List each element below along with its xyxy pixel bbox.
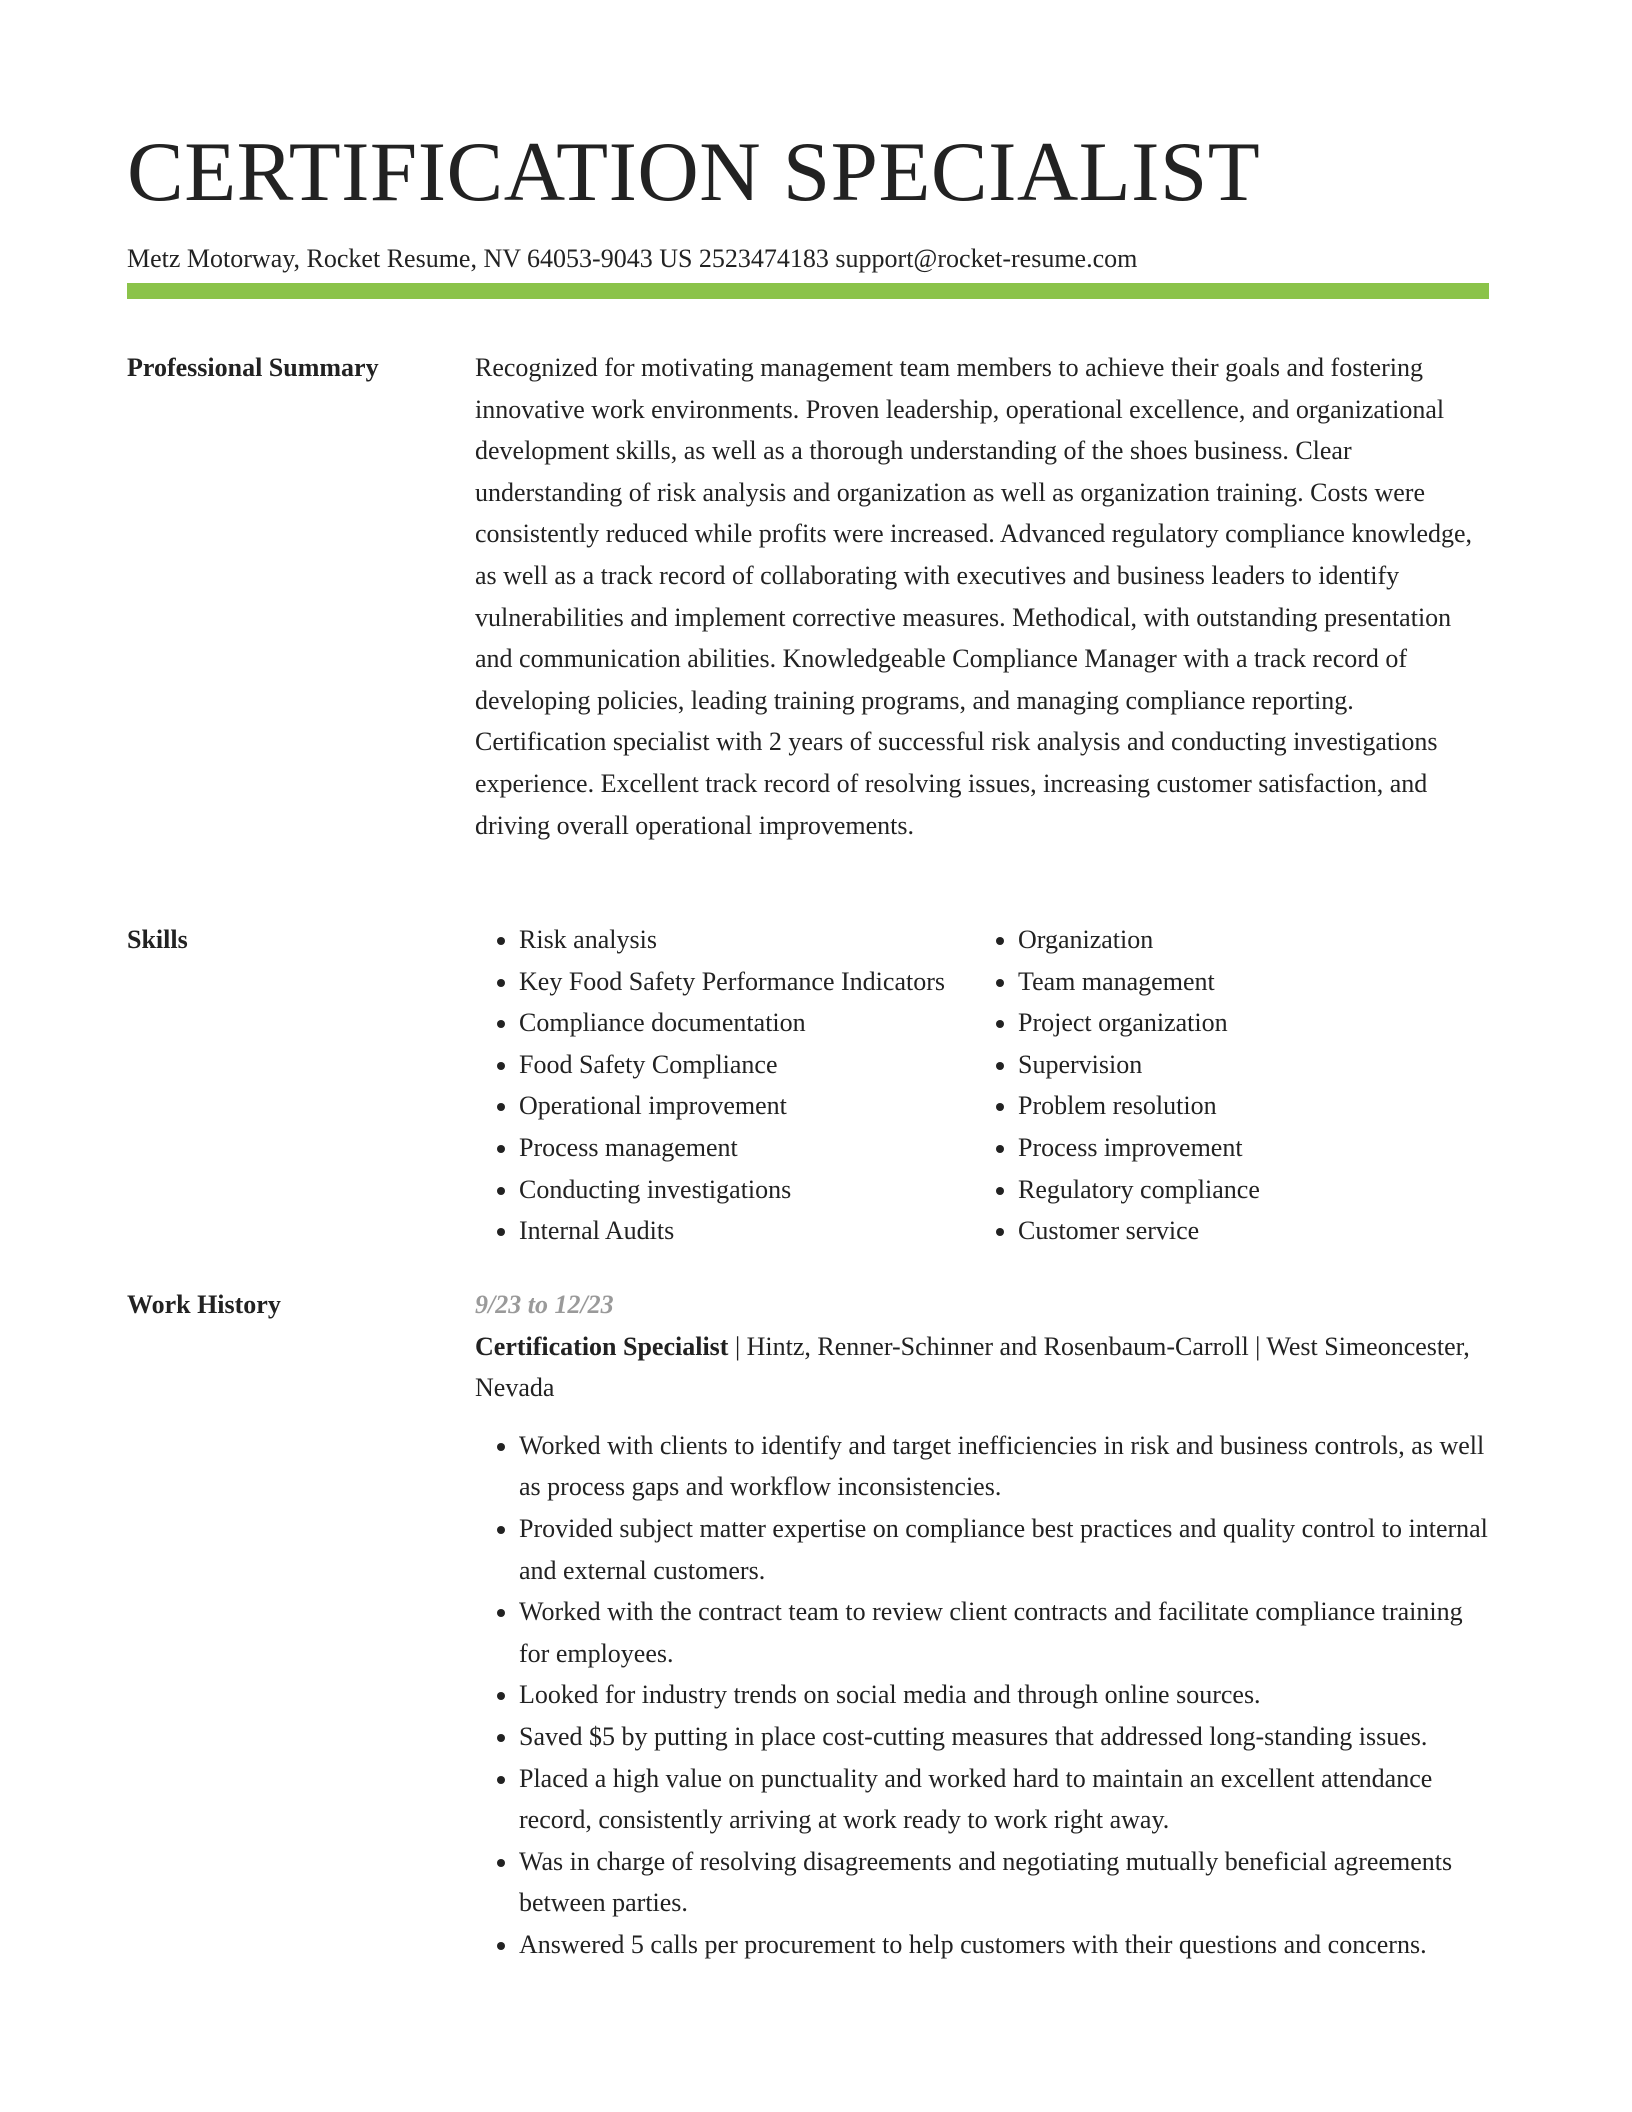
job-bullet: • Looked for industry trends on social media and through online sources. <box>519 1674 1489 1716</box>
skill-item: • Operational improvement <box>519 1085 974 1127</box>
job-bullet: • Placed a high value on punctuality and worked hard to maintain an excellent attendance record, consistently arriving at work ready to work right away. <box>519 1758 1489 1841</box>
skill-item: • Project organization <box>1018 1002 1478 1044</box>
job-employer-location: | Hintz, Renner-Schinner and Rosenbaum-Carroll | West Simeoncester, Nevada <box>475 1331 1470 1403</box>
skills-list-left <box>475 919 974 1252</box>
summary-text: Recognized for motivating management team members to achieve their goals and fostering innovative work environments. Proven leadership, operational excellence, and organizational development skills, as well as a thorough understanding of the shoes business. Clear understanding of risk analysis and organization as well as organization training. Costs were consistently reduced while profits were increased. Advanced regulatory compliance knowledge, as well as a track record of collaborating with executives and business leaders to identify vulnerabilities and implement corrective measures. Methodical, with outstanding presentation and communication abilities. Knowledgeable Compliance Manager with a track record of developing policies, leading training programs, and managing compliance reporting. Certification specialist with 2 years of successful risk analysis and conducting investigations experience. Excellent track record of resolving issues, increasing customer satisfaction, and driving overall operational improvements. <box>475 353 1473 840</box>
header-divider <box>127 283 1489 299</box>
job-bullet: • Worked with the contract team to review client contracts and facilitate compliance training for employees. <box>519 1591 1489 1674</box>
job-dates: 9/23 to 12/23 <box>475 1290 614 1319</box>
skill-item: • Internal Audits <box>519 1210 974 1252</box>
contact-line: Metz Motorway, Rocket Resume, NV 64053-9043 US 2523474183 support@rocket-resume.com <box>127 244 1138 273</box>
job-bullet: • Answered 5 calls per procurement to help customers with their questions and concerns. <box>519 1924 1489 1966</box>
skill-item: • Organization <box>1018 919 1478 961</box>
summary-body <box>475 347 1489 846</box>
skills-body <box>475 919 1489 1252</box>
skill-item: • Problem resolution <box>1018 1085 1478 1127</box>
skills-heading: Skills <box>127 925 188 954</box>
resume-header <box>127 122 1489 276</box>
job-heading <box>475 1326 1489 1409</box>
job-bullet: • Saved $5 by putting in place cost-cutting measures that addressed long-standing issues. <box>519 1716 1489 1758</box>
job-bullet-list <box>475 1425 1489 1966</box>
skill-item: • Process management <box>519 1127 974 1169</box>
job-bullet: • Provided subject matter expertise on compliance best practices and quality control to internal and external customers. <box>519 1508 1489 1591</box>
skills-list-right <box>974 919 1478 1252</box>
work-history-heading: Work History <box>127 1290 281 1319</box>
skills-columns <box>475 919 1489 1252</box>
skill-item: • Process improvement <box>1018 1127 1478 1169</box>
candidate-name: CERTIFICATION SPECIALIST <box>127 125 1261 219</box>
skill-item: • Compliance documentation <box>519 1002 974 1044</box>
work-history-body <box>475 1284 1489 1966</box>
job-title: Certification Specialist <box>475 1331 729 1361</box>
skill-item: • Supervision <box>1018 1044 1478 1086</box>
skill-item: • Regulatory compliance <box>1018 1169 1478 1211</box>
job-bullet: • Was in charge of resolving disagreements and negotiating mutually beneficial agreements between parties. <box>519 1841 1489 1924</box>
skill-item: • Key Food Safety Performance Indicators <box>519 961 974 1003</box>
skill-item: • Food Safety Compliance <box>519 1044 974 1086</box>
skill-item: • Team management <box>1018 961 1478 1003</box>
skill-item: • Risk analysis <box>519 919 974 961</box>
job-bullet: • Worked with clients to identify and target inefficiencies in risk and business controls, as well as process gaps and workflow inconsistencies. <box>519 1425 1489 1508</box>
skill-item: • Conducting investigations <box>519 1169 974 1211</box>
skill-item: • Customer service <box>1018 1210 1478 1252</box>
summary-heading: Professional Summary <box>127 353 379 382</box>
